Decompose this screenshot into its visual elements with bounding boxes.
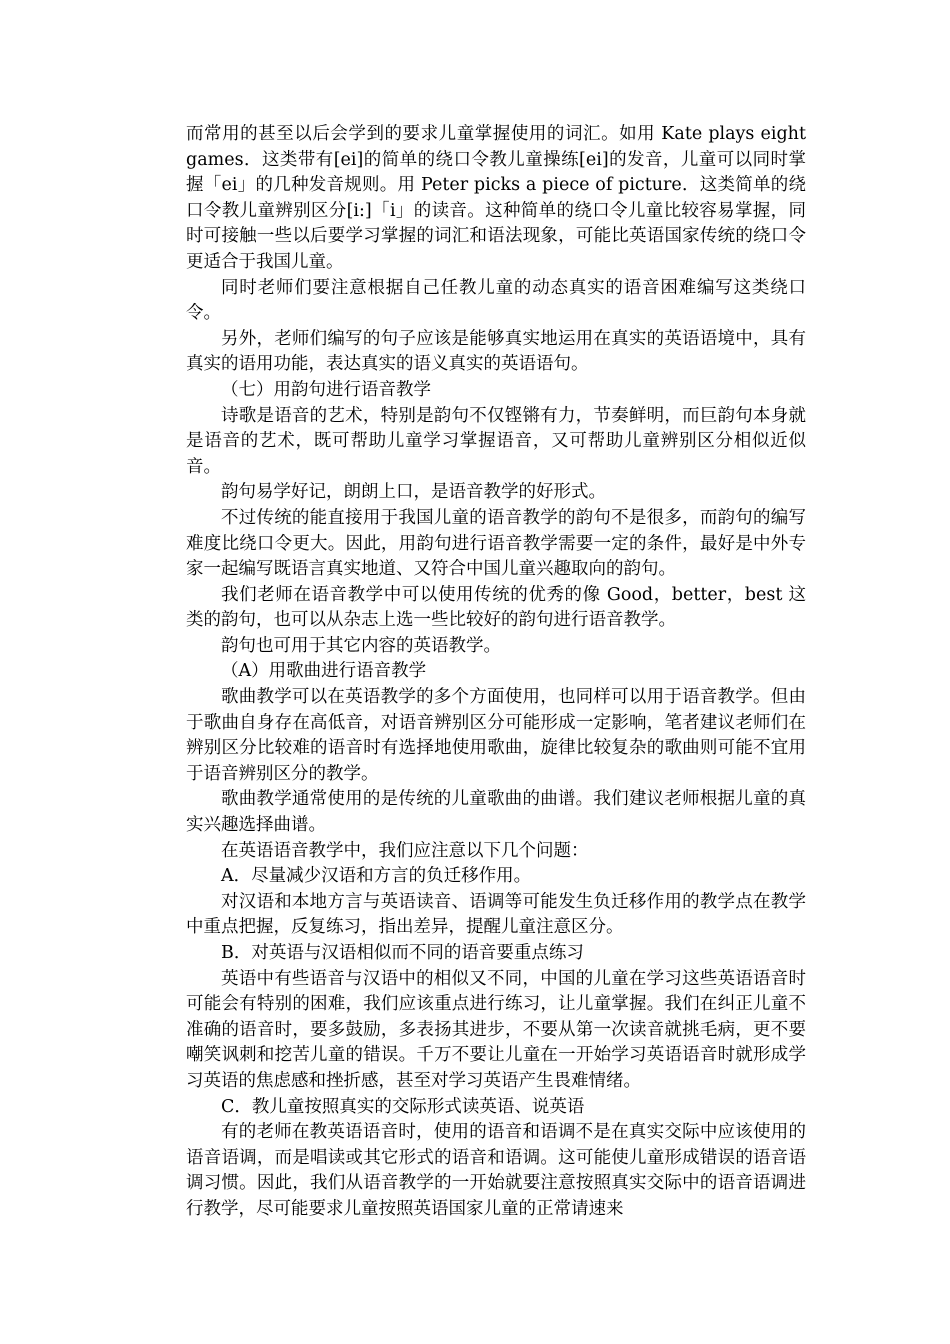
paragraph: 而常用的甚至以后会学到的要求儿童掌握使用的词汇。如用 Kate plays eight games．这类带有[ei]的简单的绕口令教儿童操练[ei]的发音，儿童可以同时掌握「ei」的几种发音规则。用 Peter picks a piece of picture．这类简单的绕口令教儿童辨别区分[i:]「i」的读音。这种简单的绕口令儿童比较容易掌握，同时可接触一些以后要学习掌握的词汇和语法现象，可能比英语国家传统的绕口令更适合于我国儿童。 — [186, 124, 806, 272]
paragraph: 另外，老师们编写的句子应该是能够真实地运用在真实的英语语境中，具有真实的语用功能，表达真实的语义真实的英语语句。 — [186, 328, 806, 375]
paragraph: 不过传统的能直接用于我国儿童的语音教学的韵句不是很多，而韵句的编写难度比绕口令更大。因此，用韵句进行语音教学需要一定的条件，最好是中外专家一起编写既语言真实地道、又符合中国儿童兴趣取向的韵句。 — [186, 507, 806, 580]
section-heading: （七）用韵句进行语音教学 — [221, 379, 431, 400]
list-item-heading: C．教儿童按照真实的交际形式读英语、说英语 — [221, 1096, 585, 1117]
list-item-heading: B．对英语与汉语相似而不同的语音要重点练习 — [221, 943, 584, 963]
paragraph: 诗歌是语音的艺术，特别是韵句不仅铿锵有力，节奏鲜明，而巨韵句本身就是语音的艺术，既可帮助儿童学习掌握语音，又可帮助儿童辨别区分相似近似音。 — [186, 405, 806, 477]
paragraph: 有的老师在教英语语音时，使用的语音和语调不是在真实交际中应该使用的语音语调，而是唱读或其它形式的语音和语调。这可能使儿童形成错误的语音语调习惯。因此，我们从语音教学的一开始就要注意按照真实交际中的语音语调进行教学，尽可能要求儿童按照英语国家儿童的正常请速来 — [186, 1122, 806, 1219]
paragraph: 韵句易学好记，朗朗上口，是语音教学的好形式。 — [221, 482, 606, 503]
paragraph: 歌曲教学可以在英语教学的多个方面使用，也同样可以用于语音教学。但由于歌曲自身存在高低音，对语音辨别区分可能形成一定影响，笔者建议老师们在辨别区分比较难的语音时有选择地使用歌曲，旋律比较复杂的歌曲则可能不宜用于语音辨别区分的教学。 — [186, 687, 806, 784]
paragraph: 英语中有些语音与汉语中的相似又不同，中国的儿童在学习这些英语语音时可能会有特别的困难，我们应该重点进行练习，让儿童掌握。我们在纠正儿童不准确的语音时，要多鼓励，多表扬其进步，不要从第一次读音就挑毛病，更不要嘲笑讽刺和挖苦儿童的错误。千万不要让儿童在一开始学习英语语音时就形成学习英语的焦虑感和挫折感，甚至对学习英语产生畏难情绪。 — [186, 968, 806, 1091]
paragraph: 我们老师在语音教学中可以使用传统的优秀的像 Good，better，best 这类的韵句，也可以从杂志上选一些比较好的韵句进行语音教学。 — [186, 584, 806, 631]
paragraph: 歌曲教学通常使用的是传统的儿童歌曲的曲谱。我们建议老师根据儿童的真实兴趣选择曲谱。 — [186, 789, 806, 836]
paragraph: 在英语语音教学中，我们应注意以下几个问题： — [221, 840, 589, 861]
list-item-heading: A．尽量减少汉语和方言的负迁移作用。 — [221, 866, 532, 887]
section-heading: （A）用歌曲进行语音教学 — [221, 661, 427, 682]
paragraph: 同时老师们要注意根据自己任教儿童的动态真实的语音困难编写这类绕口令。 — [186, 277, 806, 324]
document-page — [186, 122, 806, 1223]
paragraph: 韵句也可用于其它内容的英语教学。 — [221, 635, 501, 656]
paragraph: 对汉语和本地方言与英语读音、语调等可能发生负迁移作用的教学点在教学中重点把握，反复练习，指出差异，提醒儿童注意区分。 — [186, 891, 806, 938]
